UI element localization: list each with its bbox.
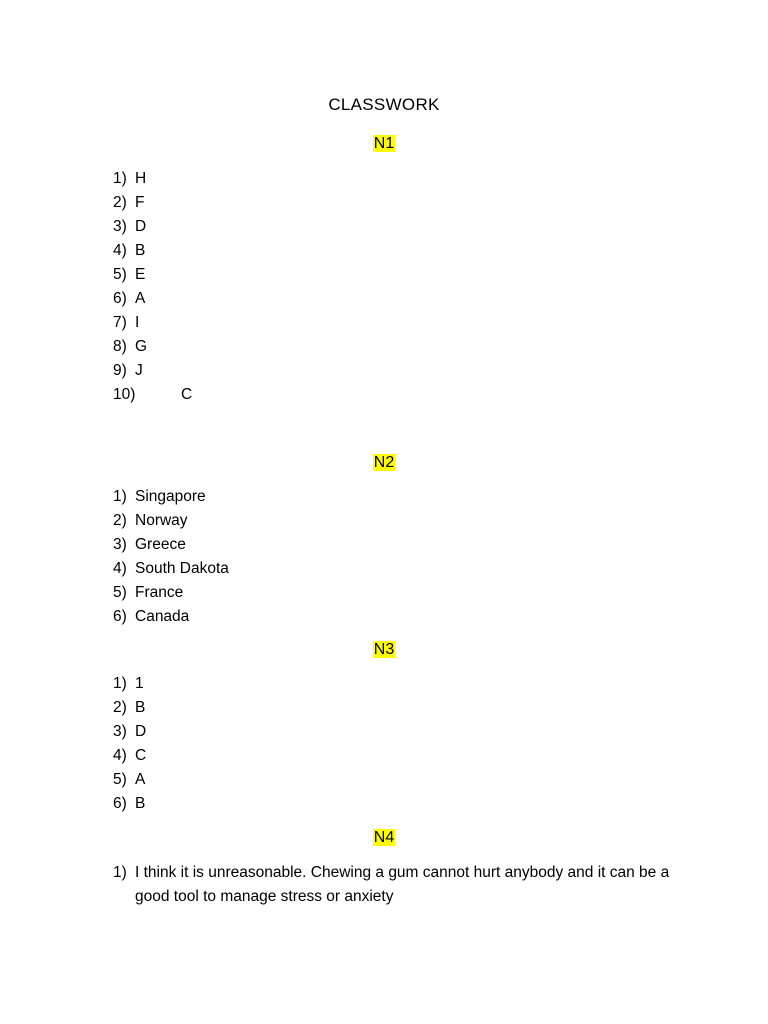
- page-title: CLASSWORK: [328, 95, 440, 114]
- item-number: 8): [113, 338, 127, 355]
- item-number: 9): [113, 362, 127, 379]
- item-text: 1: [135, 675, 144, 692]
- answer-paragraph-n4: [113, 861, 693, 909]
- list-item: [113, 239, 146, 263]
- list-item: [113, 533, 186, 557]
- item-number: 1): [113, 675, 127, 692]
- item-text: F: [135, 194, 145, 211]
- item-text: A: [135, 290, 146, 307]
- item-text: B: [135, 242, 146, 259]
- list-item: [113, 359, 143, 383]
- item-text: B: [135, 699, 146, 716]
- item-text: G: [135, 338, 148, 355]
- item-text: South Dakota: [135, 560, 229, 577]
- answer-list-n1: [113, 167, 193, 407]
- list-item: [113, 215, 147, 239]
- item-text: Norway: [135, 512, 188, 529]
- item-text: I think it is unreasonable. Chewing a gum cannot hurt anybody and it can be a good tool to manage stress or anxiety: [135, 864, 670, 905]
- item-text: E: [135, 266, 146, 283]
- list-item: [113, 605, 190, 629]
- item-number: 4): [113, 560, 127, 577]
- section-heading-n1-label: N1: [373, 135, 395, 152]
- item-number: 10): [113, 386, 136, 403]
- list-item: [113, 672, 144, 696]
- item-number: 3): [113, 218, 127, 235]
- list-item: [113, 263, 146, 287]
- list-item: [113, 311, 140, 335]
- item-number: 6): [113, 290, 127, 307]
- item-text: D: [135, 218, 147, 235]
- list-item: [113, 191, 145, 215]
- item-text: France: [135, 584, 184, 601]
- list-item: [113, 509, 188, 533]
- list-item: [113, 485, 206, 509]
- item-number: 1): [113, 170, 127, 187]
- item-number: 2): [113, 699, 127, 716]
- list-item: [113, 557, 229, 581]
- item-text: C: [181, 386, 193, 403]
- item-number: 3): [113, 536, 127, 553]
- answer-list-n2: [113, 485, 229, 629]
- item-text: Greece: [135, 536, 186, 553]
- item-number: 5): [113, 266, 127, 283]
- item-number: 1): [113, 864, 127, 881]
- item-text: A: [135, 771, 146, 788]
- item-number: 5): [113, 584, 127, 601]
- list-item: [113, 383, 193, 407]
- section-heading-n3-label: N3: [373, 641, 395, 658]
- section-heading-n2-label: N2: [373, 454, 395, 471]
- item-text: Canada: [135, 608, 190, 625]
- item-number: 5): [113, 771, 127, 788]
- list-item: [113, 287, 146, 311]
- list-item: [113, 720, 147, 744]
- section-heading-n2: [0, 453, 768, 473]
- item-text: B: [135, 795, 146, 812]
- item-number: 1): [113, 488, 127, 505]
- section-heading-n1: [0, 134, 768, 154]
- item-number: 3): [113, 723, 127, 740]
- list-item: [113, 744, 147, 768]
- list-item: [113, 696, 146, 720]
- list-item: [113, 167, 147, 191]
- item-text: J: [135, 362, 143, 379]
- item-text: I: [135, 314, 140, 331]
- item-number: 2): [113, 194, 127, 211]
- item-number: 4): [113, 747, 127, 764]
- item-text: H: [135, 170, 147, 187]
- section-heading-n4-label: N4: [373, 829, 395, 846]
- list-item: [113, 792, 146, 816]
- item-number: 2): [113, 512, 127, 529]
- item-text: Singapore: [135, 488, 206, 505]
- item-number: 6): [113, 795, 127, 812]
- section-heading-n3: [0, 640, 768, 660]
- item-number: 6): [113, 608, 127, 625]
- list-item: [113, 335, 148, 359]
- item-number: 4): [113, 242, 127, 259]
- item-text: C: [135, 747, 147, 764]
- item-number: 7): [113, 314, 127, 331]
- section-heading-n4: [0, 828, 768, 848]
- item-text: D: [135, 723, 147, 740]
- list-item: [113, 581, 184, 605]
- list-item: [113, 768, 146, 792]
- answer-list-n3: [113, 672, 147, 816]
